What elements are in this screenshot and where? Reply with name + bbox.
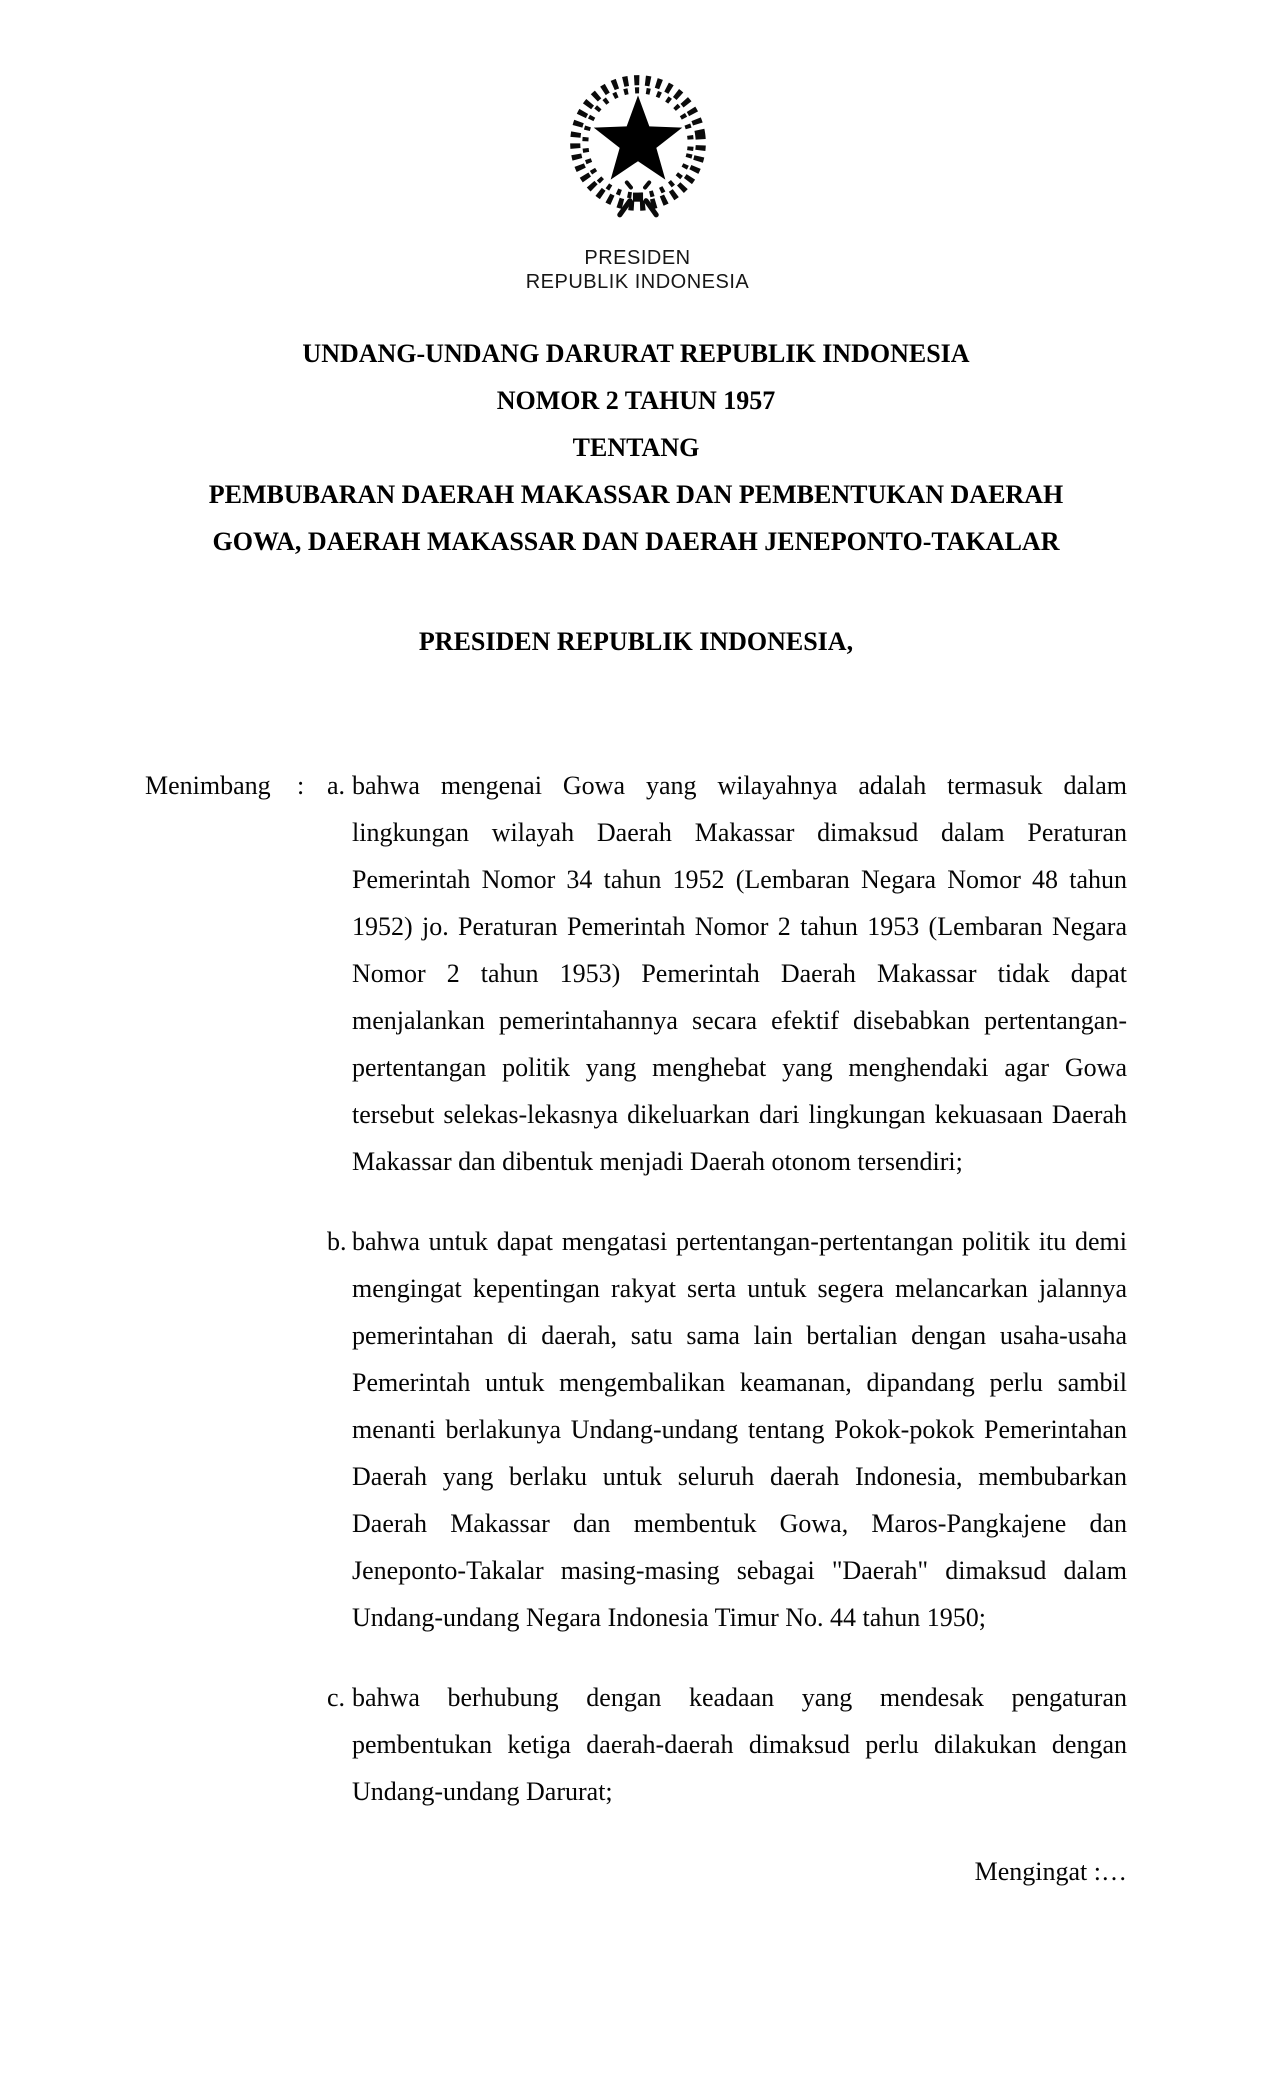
presidential-seal-icon (557, 62, 719, 228)
catchword-mengingat: Mengingat :… (974, 1857, 1127, 1886)
considering-colon: : (297, 771, 305, 800)
title-line-2: NOMOR 2 TAHUN 1957 (496, 386, 776, 415)
title-line-4: PEMBUBARAN DAERAH MAKASSAR DAN PEMBENTUKAN DAERAH (208, 480, 1064, 509)
preamble-heading: PRESIDEN REPUBLIK INDONESIA, (418, 627, 854, 656)
item-text: bahwa berhubung dengan keadaan yang mendesak pengaturan pembentukan ketiga daerah-daerah dimaksud perlu dilakukan dengan Undang-undang Darurat; (352, 1683, 1127, 1806)
title-line-3: TENTANG (572, 433, 700, 462)
title-line-1: UNDANG-UNDANG DARURAT REPUBLIK INDONESIA (302, 339, 970, 368)
document-title (145, 330, 1127, 565)
item-text: bahwa mengenai Gowa yang wilayahnya adalah termasuk dalam lingkungan wilayah Daerah Makassar dimaksud dalam Peraturan Pemerintah Nomor 34 tahun 1952 (Lembaran Negara Nomor 48 tahun 1952) jo. Peraturan Pemerintah Nomor 2 tahun 1953 (Lembaran Negara Nomor 2 tahun 1953) Pemerintah Daerah Makassar tidak dapat menjalankan pemerintahannya secara efektif disebabkan pertentangan-pertentangan politik yang menghebat yang menghendaki agar Gowa tersebut selekas-lekasnya dikeluarkan dari lingkungan kekuasaan Daerah Makassar dan dibentuk menjadi Daerah otonom tersendiri; (352, 771, 1127, 1176)
considering-items (327, 762, 1127, 1815)
letterhead-republik-indonesia: REPUBLIK INDONESIA (525, 271, 750, 293)
item-marker: b. (327, 1227, 347, 1256)
item-marker: a. (327, 771, 346, 800)
considering-item-c (327, 1674, 1127, 1815)
letterhead-presiden: PRESIDEN (584, 247, 691, 269)
considering-section (145, 762, 1127, 1895)
considering-label: Menimbang (145, 771, 271, 800)
item-marker: c. (327, 1683, 346, 1712)
considering-item-b (327, 1218, 1127, 1641)
title-line-5: GOWA, DAERAH MAKASSAR DAN DAERAH JENEPONTO-TAKALAR (212, 527, 1060, 556)
letterhead (0, 246, 1275, 294)
item-text: bahwa untuk dapat mengatasi pertentangan-pertentangan politik itu demi mengingat kepentingan rakyat serta untuk segera melancarkan jalannya pemerintahan di daerah, satu sama lain bertalian dengan usaha-usaha Pemerintah untuk mengembalikan keamanan, dipandang perlu sambil menanti berlakunya Undang-undang tentang Pokok-pokok Pemerintahan Daerah yang berlaku untuk seluruh daerah Indonesia, membubarkan Daerah Makassar dan membentuk Gowa, Maros-Pangkajene dan Jeneponto-Takalar masing-masing sebagai "Daerah" dimaksud dalam Undang-undang Negara Indonesia Timur No. 44 tahun 1950; (352, 1227, 1127, 1632)
considering-item-a (327, 762, 1127, 1185)
